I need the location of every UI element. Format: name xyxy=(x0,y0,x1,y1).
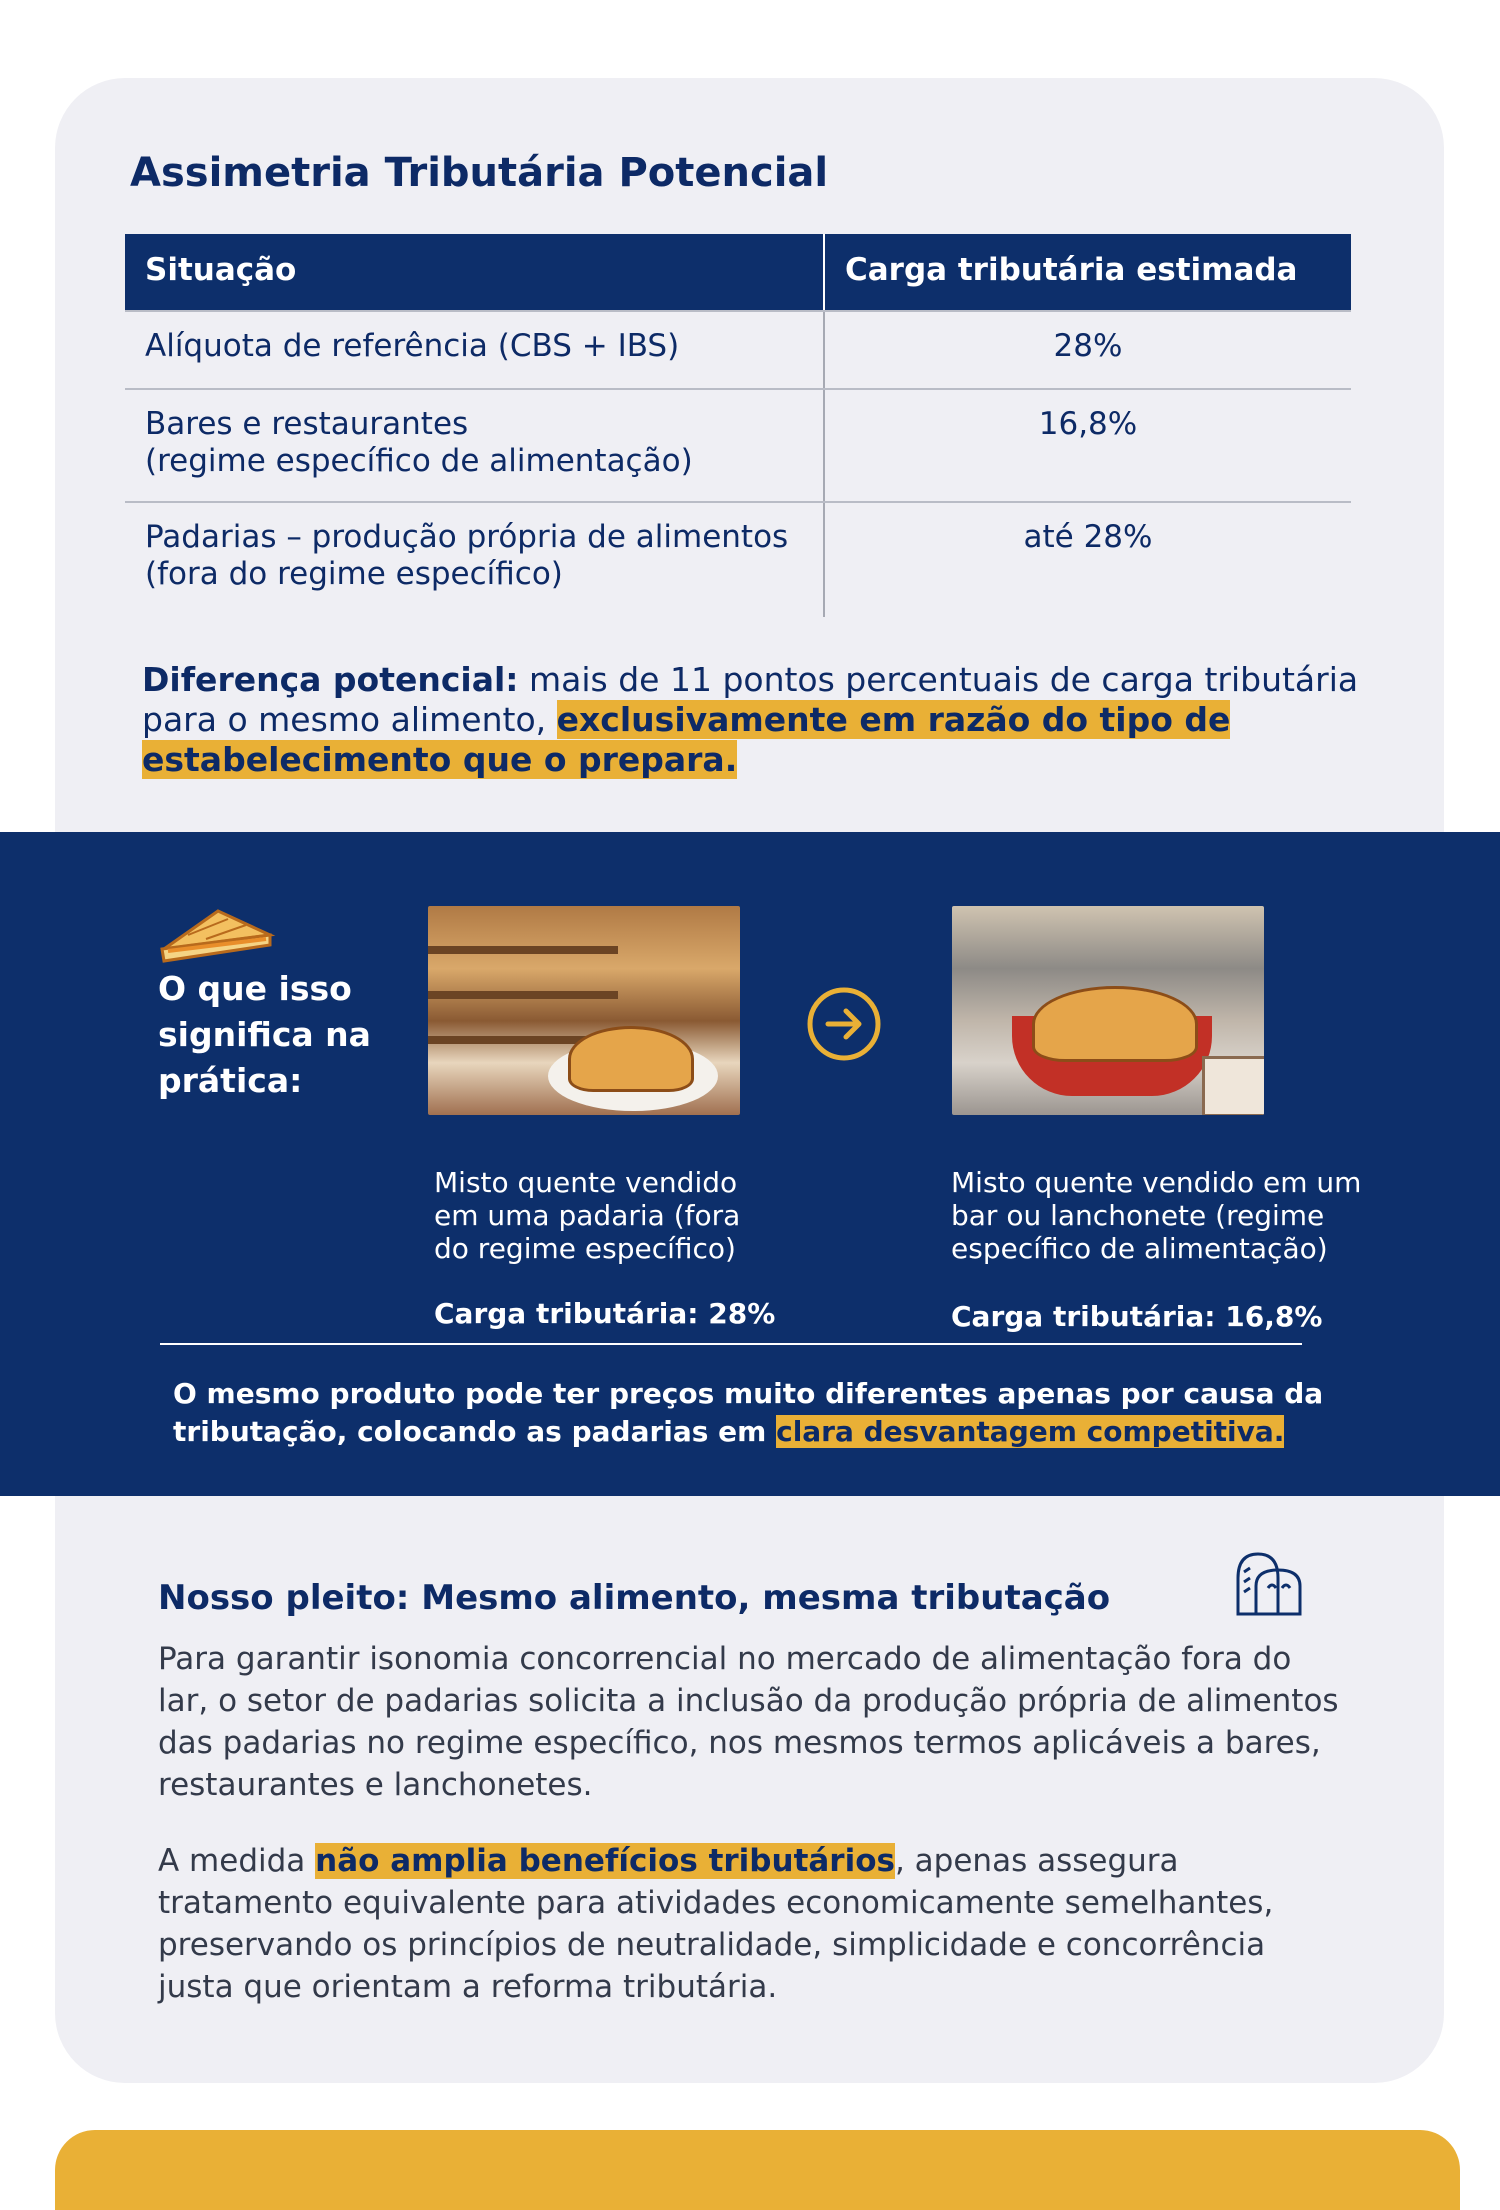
bakery-load: Carga tributária: 28% xyxy=(434,1297,776,1330)
cell-text: Padarias – produção própria de alimentos xyxy=(145,519,789,555)
bakery-photo xyxy=(428,906,740,1115)
table-row xyxy=(125,390,1351,503)
practice-title: O que isso significa na prática: xyxy=(158,969,371,1100)
practice-note-text: O mesmo produto pode ter preços muito diferentes apenas por causa da tributação, colocando as padarias em xyxy=(173,1377,1324,1448)
footer-bar xyxy=(55,2130,1460,2210)
practice-note-highlight: clara desvantagem competitiva. xyxy=(776,1415,1285,1448)
cell-text: Alíquota de referência (CBS + IBS) xyxy=(145,328,680,364)
difference-note xyxy=(142,660,1372,780)
sandwich-icon xyxy=(158,905,276,965)
divider xyxy=(160,1343,1302,1345)
arrow-right-circle-icon xyxy=(806,986,882,1062)
cell-situation xyxy=(125,312,825,388)
bakery-caption: Misto quente vendido em uma padaria (fora do regime específico) xyxy=(434,1166,741,1265)
cell-load: 28% xyxy=(1053,328,1123,364)
diner-photo xyxy=(952,906,1264,1115)
cell-text: (regime específico de alimentação) xyxy=(145,443,693,479)
header-load: Carga tributária estimada xyxy=(845,252,1298,288)
cell-load: até 28% xyxy=(1023,519,1153,555)
cell-situation xyxy=(125,503,825,617)
table-header xyxy=(125,234,1351,312)
cell-text: Bares e restaurantes xyxy=(145,406,469,442)
practice-note xyxy=(173,1375,1373,1451)
cell-situation xyxy=(125,390,825,501)
plea-highlight: não amplia benefícios tributários xyxy=(315,1843,895,1879)
plea-paragraph-2-end: , apenas assegura tratamento equivalente para atividades economicamente semelhantes, preservando os princípios de neutralidade, simplicidade e concorrência justa que orientam a reforma tributária. xyxy=(158,1843,1274,2005)
difference-highlight: exclusivamente em razão do tipo de estabelecimento que o prepara. xyxy=(142,700,1231,779)
cell-load: 16,8% xyxy=(1038,406,1138,442)
page-title: Assimetria Tributária Potencial xyxy=(130,150,829,196)
diner-load: Carga tributária: 16,8% xyxy=(951,1300,1323,1333)
table-row xyxy=(125,312,1351,390)
difference-label: Diferença potencial: xyxy=(142,660,519,699)
plea-title: Nosso pleito: Mesmo alimento, mesma tributação xyxy=(158,1578,1111,1618)
plea-paragraph-2 xyxy=(158,1840,1348,2008)
header-situation: Situação xyxy=(125,234,825,310)
diner-caption: Misto quente vendido em um bar ou lanchonete (regime específico de alimentação) xyxy=(951,1166,1362,1265)
difference-text: mais de 11 pontos percentuais de carga tributária para o mesmo alimento, xyxy=(142,660,1359,739)
table-row xyxy=(125,503,1351,617)
tax-table xyxy=(125,234,1351,617)
bread-icon xyxy=(1232,1548,1304,1616)
cell-text: (fora do regime específico) xyxy=(145,556,563,592)
plea-paragraph-2-start: A medida xyxy=(158,1843,316,1879)
plea-paragraph-1: Para garantir isonomia concorrencial no mercado de alimentação fora do lar, o setor de padarias solicita a inclusão da produção própria de alimentos das padarias no regime específico, nos mesmos termos aplicáveis a bares, restaurantes e lanchonetes. xyxy=(158,1641,1339,1803)
